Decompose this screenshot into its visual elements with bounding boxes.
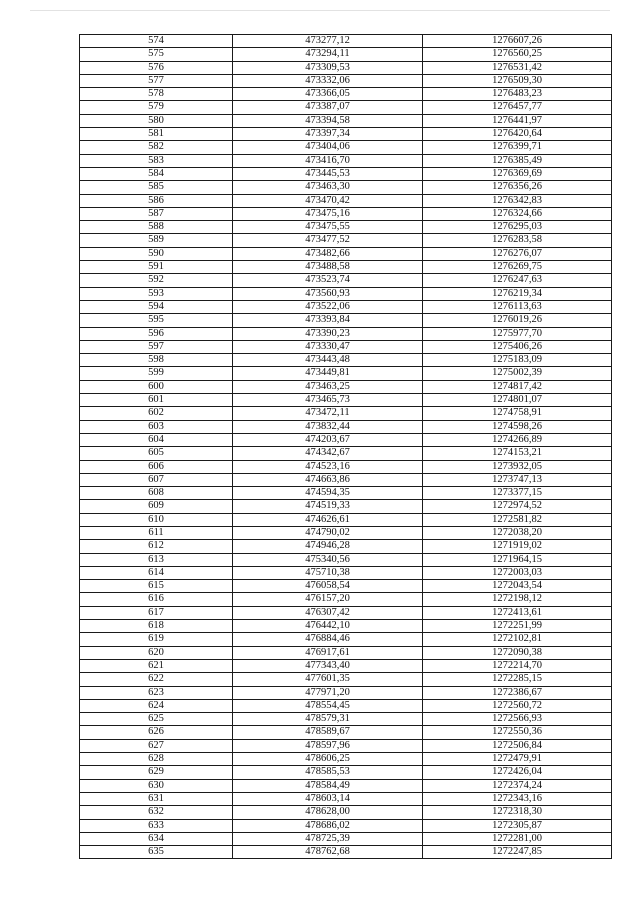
point-number-cell: 600 — [80, 380, 233, 393]
table-row — [80, 460, 612, 473]
x-coordinate-cell: 473332,06 — [233, 74, 423, 87]
point-number-cell: 582 — [80, 141, 233, 154]
table-row — [80, 566, 612, 579]
y-coordinate-cell: 1271919,02 — [423, 540, 612, 553]
point-number-cell: 606 — [80, 460, 233, 473]
point-number-cell: 586 — [80, 194, 233, 207]
point-number-cell: 631 — [80, 792, 233, 805]
y-coordinate-cell: 1276019,26 — [423, 314, 612, 327]
x-coordinate-cell: 473330,47 — [233, 340, 423, 353]
x-coordinate-cell: 476157,20 — [233, 593, 423, 606]
x-coordinate-cell: 475340,56 — [233, 553, 423, 566]
x-coordinate-cell: 478628,00 — [233, 806, 423, 819]
point-number-cell: 598 — [80, 354, 233, 367]
table-row — [80, 114, 612, 127]
table-row — [80, 128, 612, 141]
x-coordinate-cell: 476442,10 — [233, 620, 423, 633]
x-coordinate-cell: 476307,42 — [233, 606, 423, 619]
table-row — [80, 620, 612, 633]
y-coordinate-cell: 1276324,66 — [423, 207, 612, 220]
point-number-cell: 587 — [80, 207, 233, 220]
x-coordinate-cell: 474523,16 — [233, 460, 423, 473]
y-coordinate-cell: 1274817,42 — [423, 380, 612, 393]
page-top-rule — [30, 10, 610, 11]
x-coordinate-cell: 473390,23 — [233, 327, 423, 340]
x-coordinate-cell: 473404,06 — [233, 141, 423, 154]
y-coordinate-cell: 1276399,71 — [423, 141, 612, 154]
point-number-cell: 593 — [80, 287, 233, 300]
x-coordinate-cell: 474663,86 — [233, 473, 423, 486]
y-coordinate-cell: 1275002,39 — [423, 367, 612, 380]
y-coordinate-cell: 1273747,13 — [423, 473, 612, 486]
x-coordinate-cell: 473832,44 — [233, 420, 423, 433]
table-row — [80, 207, 612, 220]
table-row — [80, 500, 612, 513]
point-number-cell: 604 — [80, 433, 233, 446]
table-row — [80, 686, 612, 699]
point-number-cell: 576 — [80, 61, 233, 74]
point-number-cell: 624 — [80, 699, 233, 712]
y-coordinate-cell: 1276295,03 — [423, 221, 612, 234]
point-number-cell: 634 — [80, 832, 233, 845]
table-row — [80, 753, 612, 766]
x-coordinate-cell: 473394,58 — [233, 114, 423, 127]
point-number-cell: 609 — [80, 500, 233, 513]
y-coordinate-cell: 1272281,00 — [423, 832, 612, 845]
table-row — [80, 354, 612, 367]
y-coordinate-cell: 1272285,15 — [423, 673, 612, 686]
y-coordinate-cell: 1276441,97 — [423, 114, 612, 127]
y-coordinate-cell: 1274153,21 — [423, 447, 612, 460]
y-coordinate-cell: 1272214,70 — [423, 659, 612, 672]
table-row — [80, 367, 612, 380]
x-coordinate-cell: 478597,96 — [233, 739, 423, 752]
y-coordinate-cell: 1276342,83 — [423, 194, 612, 207]
table-row — [80, 154, 612, 167]
point-number-cell: 613 — [80, 553, 233, 566]
x-coordinate-cell: 473475,16 — [233, 207, 423, 220]
x-coordinate-cell: 478579,31 — [233, 713, 423, 726]
x-coordinate-cell: 473449,81 — [233, 367, 423, 380]
point-number-cell: 628 — [80, 753, 233, 766]
table-row — [80, 580, 612, 593]
table-row — [80, 407, 612, 420]
x-coordinate-cell: 473463,25 — [233, 380, 423, 393]
y-coordinate-cell: 1276269,75 — [423, 261, 612, 274]
table-row — [80, 101, 612, 114]
table-row — [80, 327, 612, 340]
table-row — [80, 300, 612, 313]
x-coordinate-cell: 478762,68 — [233, 846, 423, 859]
table-row — [80, 766, 612, 779]
point-number-cell: 585 — [80, 181, 233, 194]
x-coordinate-cell: 473397,34 — [233, 128, 423, 141]
table-row — [80, 141, 612, 154]
table-row — [80, 673, 612, 686]
table-row — [80, 420, 612, 433]
point-number-cell: 617 — [80, 606, 233, 619]
x-coordinate-cell: 473560,93 — [233, 287, 423, 300]
y-coordinate-cell: 1272305,87 — [423, 819, 612, 832]
x-coordinate-cell: 474203,67 — [233, 433, 423, 446]
point-number-cell: 615 — [80, 580, 233, 593]
table-row — [80, 181, 612, 194]
point-number-cell: 629 — [80, 766, 233, 779]
x-coordinate-cell: 473445,53 — [233, 167, 423, 180]
point-number-cell: 618 — [80, 620, 233, 633]
y-coordinate-cell: 1272043,54 — [423, 580, 612, 593]
y-coordinate-cell: 1272003,03 — [423, 566, 612, 579]
x-coordinate-cell: 476884,46 — [233, 633, 423, 646]
table-row — [80, 247, 612, 260]
x-coordinate-cell: 474519,33 — [233, 500, 423, 513]
y-coordinate-cell: 1273932,05 — [423, 460, 612, 473]
table-row — [80, 48, 612, 61]
point-number-cell: 580 — [80, 114, 233, 127]
table-row — [80, 526, 612, 539]
y-coordinate-cell: 1273377,15 — [423, 487, 612, 500]
table-row — [80, 274, 612, 287]
y-coordinate-cell: 1272413,61 — [423, 606, 612, 619]
table-row — [80, 699, 612, 712]
table-row — [80, 88, 612, 101]
x-coordinate-cell: 477971,20 — [233, 686, 423, 699]
x-coordinate-cell: 473443,48 — [233, 354, 423, 367]
x-coordinate-cell: 478603,14 — [233, 792, 423, 805]
point-number-cell: 612 — [80, 540, 233, 553]
y-coordinate-cell: 1272566,93 — [423, 713, 612, 726]
coordinates-table-body — [80, 35, 612, 859]
y-coordinate-cell: 1276276,07 — [423, 247, 612, 260]
point-number-cell: 601 — [80, 394, 233, 407]
y-coordinate-cell: 1271964,15 — [423, 553, 612, 566]
x-coordinate-cell: 478554,45 — [233, 699, 423, 712]
y-coordinate-cell: 1272581,82 — [423, 513, 612, 526]
y-coordinate-cell: 1274266,89 — [423, 433, 612, 446]
point-number-cell: 584 — [80, 167, 233, 180]
y-coordinate-cell: 1272198,12 — [423, 593, 612, 606]
table-row — [80, 473, 612, 486]
y-coordinate-cell: 1272318,30 — [423, 806, 612, 819]
x-coordinate-cell: 477601,35 — [233, 673, 423, 686]
x-coordinate-cell: 473482,66 — [233, 247, 423, 260]
point-number-cell: 590 — [80, 247, 233, 260]
point-number-cell: 605 — [80, 447, 233, 460]
y-coordinate-cell: 1274598,26 — [423, 420, 612, 433]
table-row — [80, 487, 612, 500]
y-coordinate-cell: 1272426,04 — [423, 766, 612, 779]
table-row — [80, 261, 612, 274]
y-coordinate-cell: 1272090,38 — [423, 646, 612, 659]
y-coordinate-cell: 1272374,24 — [423, 779, 612, 792]
y-coordinate-cell: 1276420,64 — [423, 128, 612, 141]
x-coordinate-cell: 476917,61 — [233, 646, 423, 659]
point-number-cell: 616 — [80, 593, 233, 606]
table-row — [80, 792, 612, 805]
x-coordinate-cell: 478725,39 — [233, 832, 423, 845]
y-coordinate-cell: 1276607,26 — [423, 35, 612, 48]
x-coordinate-cell: 473294,11 — [233, 48, 423, 61]
x-coordinate-cell: 478585,53 — [233, 766, 423, 779]
x-coordinate-cell: 474594,35 — [233, 487, 423, 500]
y-coordinate-cell: 1275406,26 — [423, 340, 612, 353]
table-row — [80, 433, 612, 446]
x-coordinate-cell: 478606,25 — [233, 753, 423, 766]
x-coordinate-cell: 473475,55 — [233, 221, 423, 234]
y-coordinate-cell: 1276283,58 — [423, 234, 612, 247]
x-coordinate-cell: 478686,02 — [233, 819, 423, 832]
x-coordinate-cell: 473488,58 — [233, 261, 423, 274]
table-row — [80, 726, 612, 739]
y-coordinate-cell: 1272560,72 — [423, 699, 612, 712]
x-coordinate-cell: 473366,05 — [233, 88, 423, 101]
x-coordinate-cell: 473465,73 — [233, 394, 423, 407]
x-coordinate-cell: 473393,84 — [233, 314, 423, 327]
table-row — [80, 314, 612, 327]
table-row — [80, 540, 612, 553]
x-coordinate-cell: 473463,30 — [233, 181, 423, 194]
table-row — [80, 194, 612, 207]
y-coordinate-cell: 1274801,07 — [423, 394, 612, 407]
table-row — [80, 779, 612, 792]
table-row — [80, 447, 612, 460]
y-coordinate-cell: 1276560,25 — [423, 48, 612, 61]
point-number-cell: 632 — [80, 806, 233, 819]
point-number-cell: 578 — [80, 88, 233, 101]
point-number-cell: 579 — [80, 101, 233, 114]
y-coordinate-cell: 1276356,26 — [423, 181, 612, 194]
table-row — [80, 221, 612, 234]
point-number-cell: 611 — [80, 526, 233, 539]
y-coordinate-cell: 1272251,99 — [423, 620, 612, 633]
y-coordinate-cell: 1274758,91 — [423, 407, 612, 420]
point-number-cell: 635 — [80, 846, 233, 859]
point-number-cell: 610 — [80, 513, 233, 526]
point-number-cell: 621 — [80, 659, 233, 672]
x-coordinate-cell: 474946,28 — [233, 540, 423, 553]
point-number-cell: 596 — [80, 327, 233, 340]
y-coordinate-cell: 1272974,52 — [423, 500, 612, 513]
x-coordinate-cell: 475710,38 — [233, 566, 423, 579]
point-number-cell: 633 — [80, 819, 233, 832]
table-row — [80, 739, 612, 752]
y-coordinate-cell: 1272550,36 — [423, 726, 612, 739]
table-row — [80, 713, 612, 726]
y-coordinate-cell: 1272479,91 — [423, 753, 612, 766]
table-row — [80, 394, 612, 407]
point-number-cell: 597 — [80, 340, 233, 353]
y-coordinate-cell: 1276457,77 — [423, 101, 612, 114]
point-number-cell: 591 — [80, 261, 233, 274]
y-coordinate-cell: 1272343,16 — [423, 792, 612, 805]
table-row — [80, 234, 612, 247]
y-coordinate-cell: 1275977,70 — [423, 327, 612, 340]
table-row — [80, 167, 612, 180]
point-number-cell: 603 — [80, 420, 233, 433]
table-row — [80, 593, 612, 606]
y-coordinate-cell: 1275183,09 — [423, 354, 612, 367]
x-coordinate-cell: 473472,11 — [233, 407, 423, 420]
x-coordinate-cell: 477343,40 — [233, 659, 423, 672]
y-coordinate-cell: 1272102,81 — [423, 633, 612, 646]
table-row — [80, 633, 612, 646]
table-row — [80, 659, 612, 672]
table-row — [80, 61, 612, 74]
table-row — [80, 380, 612, 393]
point-number-cell: 608 — [80, 487, 233, 500]
point-number-cell: 583 — [80, 154, 233, 167]
x-coordinate-cell: 473523,74 — [233, 274, 423, 287]
point-number-cell: 599 — [80, 367, 233, 380]
table-row — [80, 340, 612, 353]
y-coordinate-cell: 1276247,63 — [423, 274, 612, 287]
table-row — [80, 35, 612, 48]
table-row — [80, 846, 612, 859]
table-row — [80, 287, 612, 300]
point-number-cell: 581 — [80, 128, 233, 141]
point-number-cell: 592 — [80, 274, 233, 287]
x-coordinate-cell: 473416,70 — [233, 154, 423, 167]
y-coordinate-cell: 1276531,42 — [423, 61, 612, 74]
table-row — [80, 819, 612, 832]
y-coordinate-cell: 1272038,20 — [423, 526, 612, 539]
y-coordinate-cell: 1272247,85 — [423, 846, 612, 859]
point-number-cell: 589 — [80, 234, 233, 247]
x-coordinate-cell: 473387,07 — [233, 101, 423, 114]
table-row — [80, 74, 612, 87]
point-number-cell: 619 — [80, 633, 233, 646]
point-number-cell: 588 — [80, 221, 233, 234]
point-number-cell: 607 — [80, 473, 233, 486]
table-row — [80, 606, 612, 619]
point-number-cell: 623 — [80, 686, 233, 699]
y-coordinate-cell: 1272506,84 — [423, 739, 612, 752]
x-coordinate-cell: 473477,52 — [233, 234, 423, 247]
x-coordinate-cell: 478584,49 — [233, 779, 423, 792]
x-coordinate-cell: 478589,67 — [233, 726, 423, 739]
point-number-cell: 575 — [80, 48, 233, 61]
point-number-cell: 602 — [80, 407, 233, 420]
coordinates-table — [79, 34, 612, 859]
y-coordinate-cell: 1276385,49 — [423, 154, 612, 167]
point-number-cell: 620 — [80, 646, 233, 659]
point-number-cell: 574 — [80, 35, 233, 48]
point-number-cell: 627 — [80, 739, 233, 752]
x-coordinate-cell: 476058,54 — [233, 580, 423, 593]
point-number-cell: 630 — [80, 779, 233, 792]
point-number-cell: 622 — [80, 673, 233, 686]
point-number-cell: 594 — [80, 300, 233, 313]
point-number-cell: 626 — [80, 726, 233, 739]
y-coordinate-cell: 1272386,67 — [423, 686, 612, 699]
table-row — [80, 513, 612, 526]
y-coordinate-cell: 1276219,34 — [423, 287, 612, 300]
point-number-cell: 595 — [80, 314, 233, 327]
x-coordinate-cell: 474626,61 — [233, 513, 423, 526]
table-row — [80, 832, 612, 845]
table-row — [80, 806, 612, 819]
point-number-cell: 625 — [80, 713, 233, 726]
x-coordinate-cell: 473522,06 — [233, 300, 423, 313]
y-coordinate-cell: 1276483,23 — [423, 88, 612, 101]
y-coordinate-cell: 1276509,30 — [423, 74, 612, 87]
x-coordinate-cell: 473277,12 — [233, 35, 423, 48]
table-row — [80, 646, 612, 659]
table-row — [80, 553, 612, 566]
x-coordinate-cell: 474342,67 — [233, 447, 423, 460]
point-number-cell: 577 — [80, 74, 233, 87]
y-coordinate-cell: 1276113,63 — [423, 300, 612, 313]
x-coordinate-cell: 473309,53 — [233, 61, 423, 74]
y-coordinate-cell: 1276369,69 — [423, 167, 612, 180]
point-number-cell: 614 — [80, 566, 233, 579]
x-coordinate-cell: 474790,02 — [233, 526, 423, 539]
x-coordinate-cell: 473470,42 — [233, 194, 423, 207]
